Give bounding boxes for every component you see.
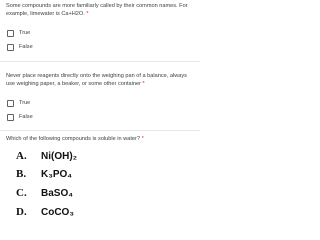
choice-formula: CoCO₃ [41,206,74,218]
option-label: True [19,30,31,36]
choice-formula: K₃PO₄ [41,168,73,180]
required-mark: * [86,11,89,17]
choice-letter: D. [16,206,27,218]
question-1-text [6,2,196,18]
option-label: True [19,100,31,106]
question-2-option-false[interactable] [7,112,33,122]
choice-letter: B. [16,168,27,180]
checkbox[interactable] [7,30,14,37]
choice-b[interactable] [16,167,72,181]
section-divider [0,130,200,131]
required-mark: * [142,81,145,87]
question-1-option-false[interactable] [7,42,33,52]
question-1-label: Some compounds are more familiarly called by their common names. For example, limewater is Ca+H2O. [6,3,188,17]
question-2-label: Never place reagents directly onto the weighing pan of a balance, always use weighing paper, a beaker, or some other container [6,73,187,87]
checkbox[interactable] [7,44,14,51]
question-3-label: Which of the following compounds is soluble in water? [6,136,141,142]
choice-letter: C. [16,187,27,199]
choice-letter: A. [16,150,27,162]
question-2-text [6,72,196,88]
section-divider [0,61,200,62]
checkbox[interactable] [7,100,14,107]
choice-formula: Ni(OH)₂ [41,150,78,162]
choice-c[interactable] [16,186,73,200]
option-label: False [19,114,33,120]
checkbox[interactable] [7,114,14,121]
choice-d[interactable] [16,205,74,219]
choice-formula: BaSO₄ [41,187,73,199]
option-label: False [19,44,33,50]
required-mark: * [141,136,144,142]
question-1-option-true[interactable] [7,28,30,38]
question-3-text [6,135,196,143]
choice-a[interactable] [16,149,77,163]
question-2-option-true[interactable] [7,98,30,108]
